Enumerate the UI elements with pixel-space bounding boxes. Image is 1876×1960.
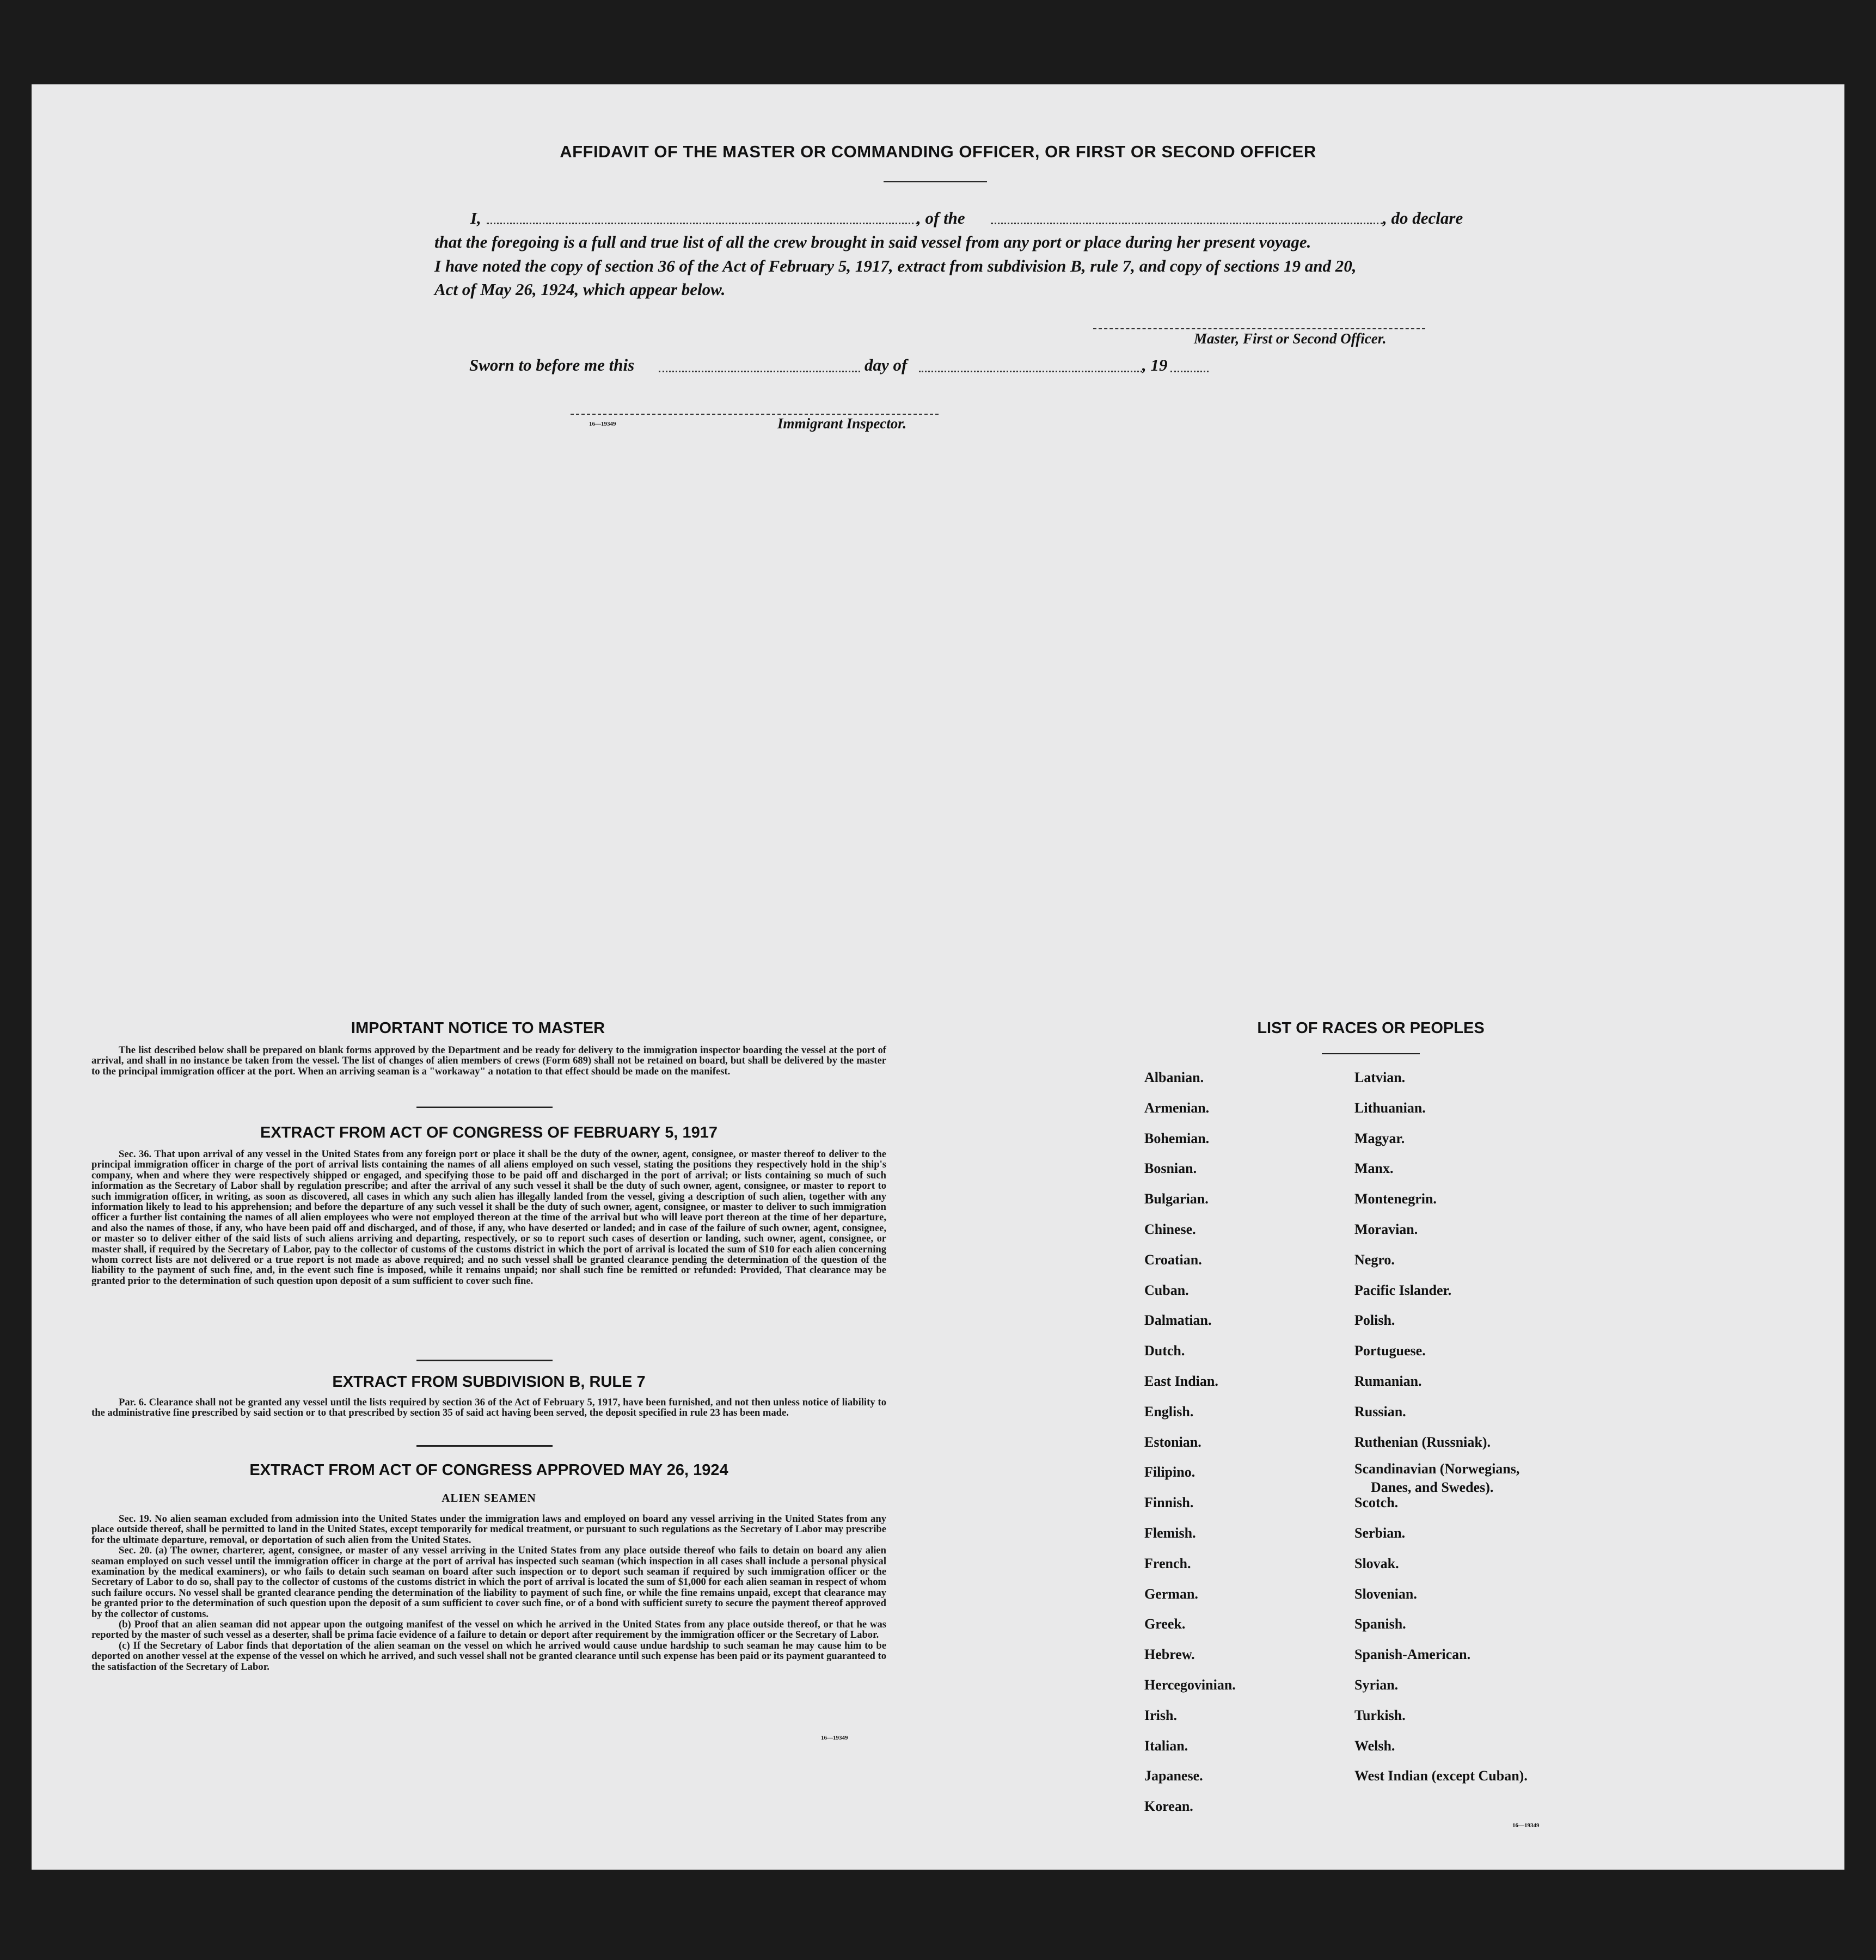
race-item: Slovak. (1354, 1556, 1399, 1571)
extract-1917-body (91, 1149, 886, 1286)
form-number: 16—19349 (821, 1735, 848, 1741)
race-item: Italian. (1144, 1738, 1188, 1754)
race-item: Dutch. (1144, 1343, 1185, 1359)
race-item: Polish. (1354, 1312, 1395, 1328)
sworn-month-blank-line (919, 371, 1142, 372)
extract-1917-title: EXTRACT FROM ACT OF CONGRESS OF FEBRUARY 5, 1917 (260, 1124, 718, 1141)
race-item: Pacific Islander. (1354, 1282, 1452, 1298)
name-blank-line (487, 223, 918, 224)
race-item: Estonian. (1144, 1434, 1201, 1450)
affidavit-text-line: that the foregoing is a full and true list of all the crew brought in said vessel from any port or place during her present voyage. (434, 232, 1311, 251)
race-item: West Indian (except Cuban). (1354, 1768, 1528, 1784)
race-item: Finnish. (1144, 1495, 1194, 1510)
race-item: Flemish. (1144, 1525, 1196, 1541)
race-item: Russian. (1354, 1404, 1406, 1420)
section-divider (416, 1445, 553, 1447)
vessel-blank-line (991, 223, 1383, 224)
section-divider (416, 1360, 553, 1361)
race-item: East Indian. (1144, 1373, 1218, 1389)
race-item: Serbian. (1354, 1525, 1406, 1541)
race-item: Albanian. (1144, 1070, 1204, 1085)
race-item: Montenegrin. (1354, 1191, 1437, 1207)
section-20a-paragraph: Sec. 20. (a) The owner, charterer, agent, consignee, or master of any vessel arriving in the United States from any place outside thereof who fails to detain on board any alien seaman employed on such vessel until the immigration officer in charge at the port of arrival has inspected such seaman (which inspection in all cases shall include a personal physical examination by the medical examiners), or who fails to detain such seaman on board after such inspection or to deport such seaman if required by such immigration officer or the Secretary of Labor to do so, shall pay to the collector of customs of the customs district in which the port of arrival is located the sum of $1,000 for each alien seaman in respect of whom such failure occurs. No vessel shall be granted clearance pending the determination of the liability to payment of such fine, or while the fine remains unpaid, except that clearance may be granted prior to the determination of such question upon the deposit of a sum sufficient to cover such fine, or of a bond with sufficient surety to secure the payment thereof approved by the collector of customs. (91, 1545, 886, 1620)
notice-paragraph: The list described below shall be prepared on blank forms approved by the Department and be ready for delivery to the immigration inspector boarding the vessel at the port of arrival, and shall in no instance be taken from the vessel. The list of changes of alien members of crews (Form 689) shall not be retained on board, but shall be delivered by the master to the principal immigration officer at the port. When an arriving seaman is a "workaway" a notation to that effect should be made on the manifest. (91, 1044, 886, 1077)
race-item: Syrian. (1354, 1677, 1399, 1693)
inspector-label: Immigrant Inspector. (777, 415, 907, 432)
race-item: Filipino. (1144, 1464, 1196, 1480)
race-item: Korean. (1144, 1798, 1193, 1814)
section-19-paragraph: Sec. 19. No alien seaman excluded from admission into the United States under the immigration laws and employed on board any vessel arriving in the United States from any place outside thereof, shall be permitted to land in the United States, except temporarily for medical treatment, or pursuant to such regulations as the Secretary of Labor may prescribe for the ultimate departure, removal, or deportation of such alien from the United States. (91, 1513, 886, 1546)
race-item: Welsh. (1354, 1738, 1395, 1754)
subdivision-body (91, 1397, 886, 1418)
race-item: Bosnian. (1144, 1160, 1197, 1176)
subdivision-title: EXTRACT FROM SUBDIVISION B, RULE 7 (332, 1373, 646, 1391)
alien-seamen-subtitle: ALIEN SEAMEN (442, 1491, 536, 1504)
day-of-label: day of (865, 355, 908, 374)
race-item: Hercegovinian. (1144, 1677, 1236, 1693)
race-item: Rumanian. (1354, 1373, 1422, 1389)
race-item: Moravian. (1354, 1221, 1418, 1237)
section-divider (416, 1107, 553, 1108)
race-item: Japanese. (1144, 1768, 1203, 1784)
race-item: Bulgarian. (1144, 1191, 1209, 1207)
race-item: Manx. (1354, 1160, 1394, 1176)
race-item: German. (1144, 1586, 1198, 1602)
notice-title: IMPORTANT NOTICE TO MASTER (351, 1019, 605, 1037)
race-item: Lithuanian. (1354, 1100, 1426, 1116)
year-label: , 19 (1142, 355, 1168, 374)
rule-7-paragraph: Par. 6. Clearance shall not be granted any vessel until the lists required by section 36 of the Act of February 5, 1917, have been furnished, and not then unless notice of liability to the administrative fine prescribed by said section or to that prescribed by section 35 of said act having been served, the deposit specified in rule 23 has been made. (91, 1397, 886, 1419)
affidavit-i-label: I, (470, 208, 481, 228)
race-item: Armenian. (1144, 1100, 1210, 1116)
race-item: Spanish-American. (1354, 1646, 1471, 1662)
affidavit-text-line: I have noted the copy of section 36 of the Act of February 5, 1917, extract from subdivision B, rule 7, and copy of sections 19 and 20, (434, 256, 1357, 275)
year-blank-line (1170, 371, 1209, 372)
race-item: Danes, and Swedes). (1371, 1479, 1494, 1495)
race-item: Scandinavian (Norwegians, (1354, 1461, 1520, 1477)
race-item: Ruthenian (Russniak). (1354, 1434, 1491, 1450)
race-item: Slovenian. (1354, 1586, 1417, 1602)
signature-label: Master, First or Second Officer. (1194, 330, 1387, 347)
inspector-blank-line (571, 414, 939, 415)
race-item: Chinese. (1144, 1221, 1196, 1237)
race-item: Scotch. (1354, 1495, 1399, 1510)
affidavit-text-line: Act of May 26, 1924, which appear below. (434, 280, 726, 299)
affidavit-title: AFFIDAVIT OF THE MASTER OR COMMANDING OFFICER, OR FIRST OR SECOND OFFICER (560, 142, 1316, 161)
race-item: Hebrew. (1144, 1646, 1195, 1662)
races-title: LIST OF RACES OR PEOPLES (1257, 1019, 1485, 1037)
race-item: Latvian. (1354, 1070, 1406, 1085)
form-number: 16—19349 (1512, 1822, 1540, 1829)
race-item: Portuguese. (1354, 1343, 1426, 1359)
race-item: Cuban. (1144, 1282, 1189, 1298)
race-item: Irish. (1144, 1707, 1177, 1723)
affidavit-do-declare-label: , do declare (1383, 208, 1463, 228)
extract-1924-body (91, 1514, 886, 1672)
race-item: Greek. (1144, 1616, 1186, 1632)
race-item: Magyar. (1354, 1130, 1405, 1146)
sworn-day-blank-line (659, 371, 860, 372)
title-underline (884, 181, 987, 182)
race-item: Spanish. (1354, 1616, 1406, 1632)
form-number: 16—19349 (589, 421, 616, 427)
race-item: Bohemian. (1144, 1130, 1210, 1146)
race-item: English. (1144, 1404, 1194, 1420)
notice-body (91, 1045, 886, 1077)
race-item: French. (1144, 1556, 1191, 1571)
affidavit-of-the-label: , of the (917, 208, 965, 228)
sworn-label: Sworn to before me this (469, 355, 635, 374)
form-sheet (32, 84, 1844, 1870)
race-item: Turkish. (1354, 1707, 1406, 1723)
signature-blank-line (1093, 328, 1425, 329)
section-20b-paragraph: (b) Proof that an alien seaman did not appear upon the outgoing manifest of the vessel on which he arrived in the United States from any place outside thereof, or that he was reported by the master of such vessel as a deserter, shall be prima facie evidence of a failure to detain or deport after requirement by the immigration officer or the Secretary of Labor. (91, 1619, 886, 1641)
race-item: Dalmatian. (1144, 1312, 1212, 1328)
extract-1924-title: EXTRACT FROM ACT OF CONGRESS APPROVED MAY 26, 1924 (249, 1461, 728, 1479)
section-36-paragraph: Sec. 36. That upon arrival of any vessel in the United States from any foreign port or place it shall be the duty of the owner, agent, consignee, or master thereof to deliver to the principal immigration officer in charge of the port of arrival lists containing the names of all aliens employed on such vessel, stating the positions they respectively hold in the ship's company, when and where they were respectively shipped or engaged, and specifying those to be paid off and discharged in the port of arrival; or lists containing so much of such information as the Secretary of Labor shall by regulation prescribe; and after the arrival of any such vessel it shall be the duty of such owner, agent, consignee, or master to report to such immigration officer, in writing, as soon as discovered, all cases in which any such alien has illegally landed from the vessel, giving a description of such alien, together with any information likely to lead to his apprehension; and before the departure of any such vessel it shall be the duty of such owner, agent, consignee, or master to deliver to such immigration officer a further list containing the names of all alien employees who were not employed thereon at the time of the arrival but who will leave port thereon at the time of her departure, and also the names of those, if any, who have been paid off and discharged, and of those, if any, who have deserted or landed; and in case of the failure of such owner, agent, consignee, or master so to deliver either of the said lists of such aliens arriving and departing, respectively, or so to report such cases of desertion or landing, such owner, agent, consignee, or master shall, if required by the Secretary of Labor, pay to the collector of customs of the customs district in which the port of arrival is located the sum of $10 for each alien concerning whom correct lists are not delivered or a true report is not made as above required; and no such vessel shall be granted clearance pending the determination of the question of the liability to the payment of such fine, and, in the event such fine is imposed, while it remains unpaid; nor shall such fine be remitted or refunded: Provided, That clearance may be granted prior to the determination of such question upon deposit of a sum sufficient to cover such fine. (91, 1148, 886, 1287)
race-item: Croatian. (1144, 1252, 1202, 1268)
races-title-underline (1322, 1053, 1420, 1054)
race-item: Negro. (1354, 1252, 1395, 1268)
section-20c-paragraph: (c) If the Secretary of Labor finds that deportation of the alien seaman on the vessel on which he arrived would cause undue hardship to such seaman he may cause him to be deported on another vessel at the expense of the vessel on which he arrived, and such vessel shall not be granted clearance until such expense has been paid or its payment guaranteed to the satisfaction of the Secretary of Labor. (91, 1639, 886, 1673)
